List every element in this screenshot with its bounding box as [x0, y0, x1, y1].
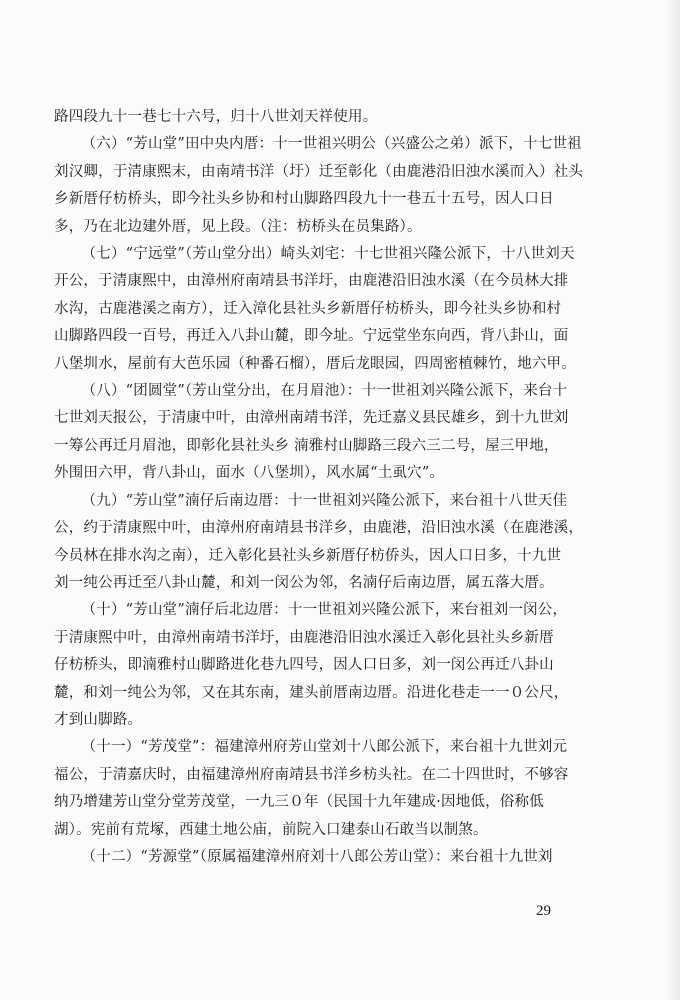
text-line: 多，乃在北边建外厝，见上段。（注：枋桥头在员集路）。	[54, 218, 422, 235]
text-line: 于清康熙中叶，由漳州南靖书洋圩，由鹿港沿旧浊水溪迁入彰化县社头乡新厝	[54, 629, 554, 646]
text-line: 七世刘天报公，于清康中叶，由漳州南靖书洋，先迁嘉义县民雄乡，到十九世刘	[54, 410, 569, 427]
text-line: 路四段九十一巷七十六号，归十八世刘天祥使用。	[54, 109, 378, 125]
text-line: 公，约于清康熙中叶，由漳州府南靖县书洋乡，由鹿港，沿旧浊水溪（在鹿港溪，	[54, 520, 584, 537]
text-line: 麓，和刘一纯公为邻，又在其东南，建头前厝南边厝。沿进化巷走一一０公尺，	[54, 684, 569, 701]
paragraph-8	[54, 844, 586, 871]
text-line: 刘汉卿，于清康熙末，由南靖书洋（圩）迁至彰化（由鹿港沿旧浊水溪而入）社头	[54, 163, 584, 180]
text-line: 乡新厝仔枋桥头，即今社头乡协和村山脚路四段九十一巷五十五号，因人口日	[54, 191, 554, 208]
paragraph-1	[54, 104, 586, 131]
page-number: 29	[536, 903, 551, 919]
paragraph-7	[54, 734, 586, 844]
text-line: （七）“宁远堂”（芳山堂分出）崎头刘宅：十七世祖兴隆公派下，十八世刘天	[81, 246, 575, 263]
text-line: 刘一纯公再迁至八卦山麓，和刘一闵公为邻，名湳仔后南边厝，属五落大厝。	[54, 574, 554, 591]
text-line: （十二）“芳源堂”（原属福建漳州府刘十八郎公芳山堂）：来台祖十九世刘	[81, 848, 553, 865]
text-line: （九）“芳山堂”湳仔后南边厝：十一世祖刘兴隆公派下，来台祖十八世天佳	[81, 492, 568, 509]
text-line: 今员林在排水沟之南），迁入彰化县社头乡新厝仔枋侨头，因人口日多，十九世	[54, 547, 562, 564]
text-line: （十一）“芳茂堂”：福建漳州府芳山堂刘十八郎公派下，来台祖十九世刘元	[81, 739, 568, 756]
text-line: 纳乃增建芳山堂分堂芳茂堂，一九三０年（民国十九年建成·因地低，俗称低	[54, 794, 544, 811]
text-line: 开公，于清康熙中，由漳州府南靖县书洋圩，由鹿港沿旧浊水溪（在今员林大排	[54, 273, 569, 290]
text-line: 才到山脚路。	[54, 711, 143, 728]
text-line: 湖）。宪前有荒塚，西建土地公庙，前院入口建泰山石敢当以制煞。	[54, 821, 488, 838]
text-line: （六）“芳山堂”田中央内厝：十一世祖兴明公（兴盛公之弟）派下，十七世祖	[81, 136, 582, 153]
paragraph-2	[54, 131, 586, 241]
body-text	[54, 104, 586, 871]
text-line: 一筹公再迁月眉池，即彰化县社头乡 湳雅村山脚路三段六三二号，屋三甲地，	[54, 437, 559, 454]
text-line: 山脚路四段一百号，再迁入八卦山麓，即今址。宁远堂坐东向西，背八卦山，面	[54, 328, 569, 345]
paragraph-3	[54, 241, 586, 378]
text-line: 福公，于清嘉庆时，由福建漳州府南靖县书洋乡枋头社。在二十四世时，不够容	[54, 766, 569, 783]
text-line: 水沟，古鹿港溪之南方），迁入漳化县社头乡新厝仔枋桥头，即今社头乡协和村	[54, 300, 562, 317]
text-line: （十）“芳山堂”湳仔后北边厝：十一世祖刘兴隆公派下，来台祖刘一闵公，	[81, 602, 568, 619]
paragraph-5	[54, 488, 586, 598]
paragraph-6	[54, 597, 586, 734]
page-edge-shadow	[666, 0, 680, 1000]
text-line: 外围田六甲，背八卦山，面水（八堡圳），风水属“土虱穴”。	[54, 465, 445, 482]
paragraph-4	[54, 378, 586, 488]
text-line: （八）“团圆堂”（芳山堂分出，在月眉池）：十一世祖刘兴隆公派下，来台十	[81, 383, 568, 400]
text-line: 仔枋桥头，即湳雅村山脚路进化巷九四号，因人口日多，刘一闵公再迁八卦山	[54, 657, 554, 674]
text-line: 八堡圳水，屋前有大芭乐园（种番石榴），厝后龙眼园，四周密植棘竹，地六甲。	[54, 355, 576, 372]
